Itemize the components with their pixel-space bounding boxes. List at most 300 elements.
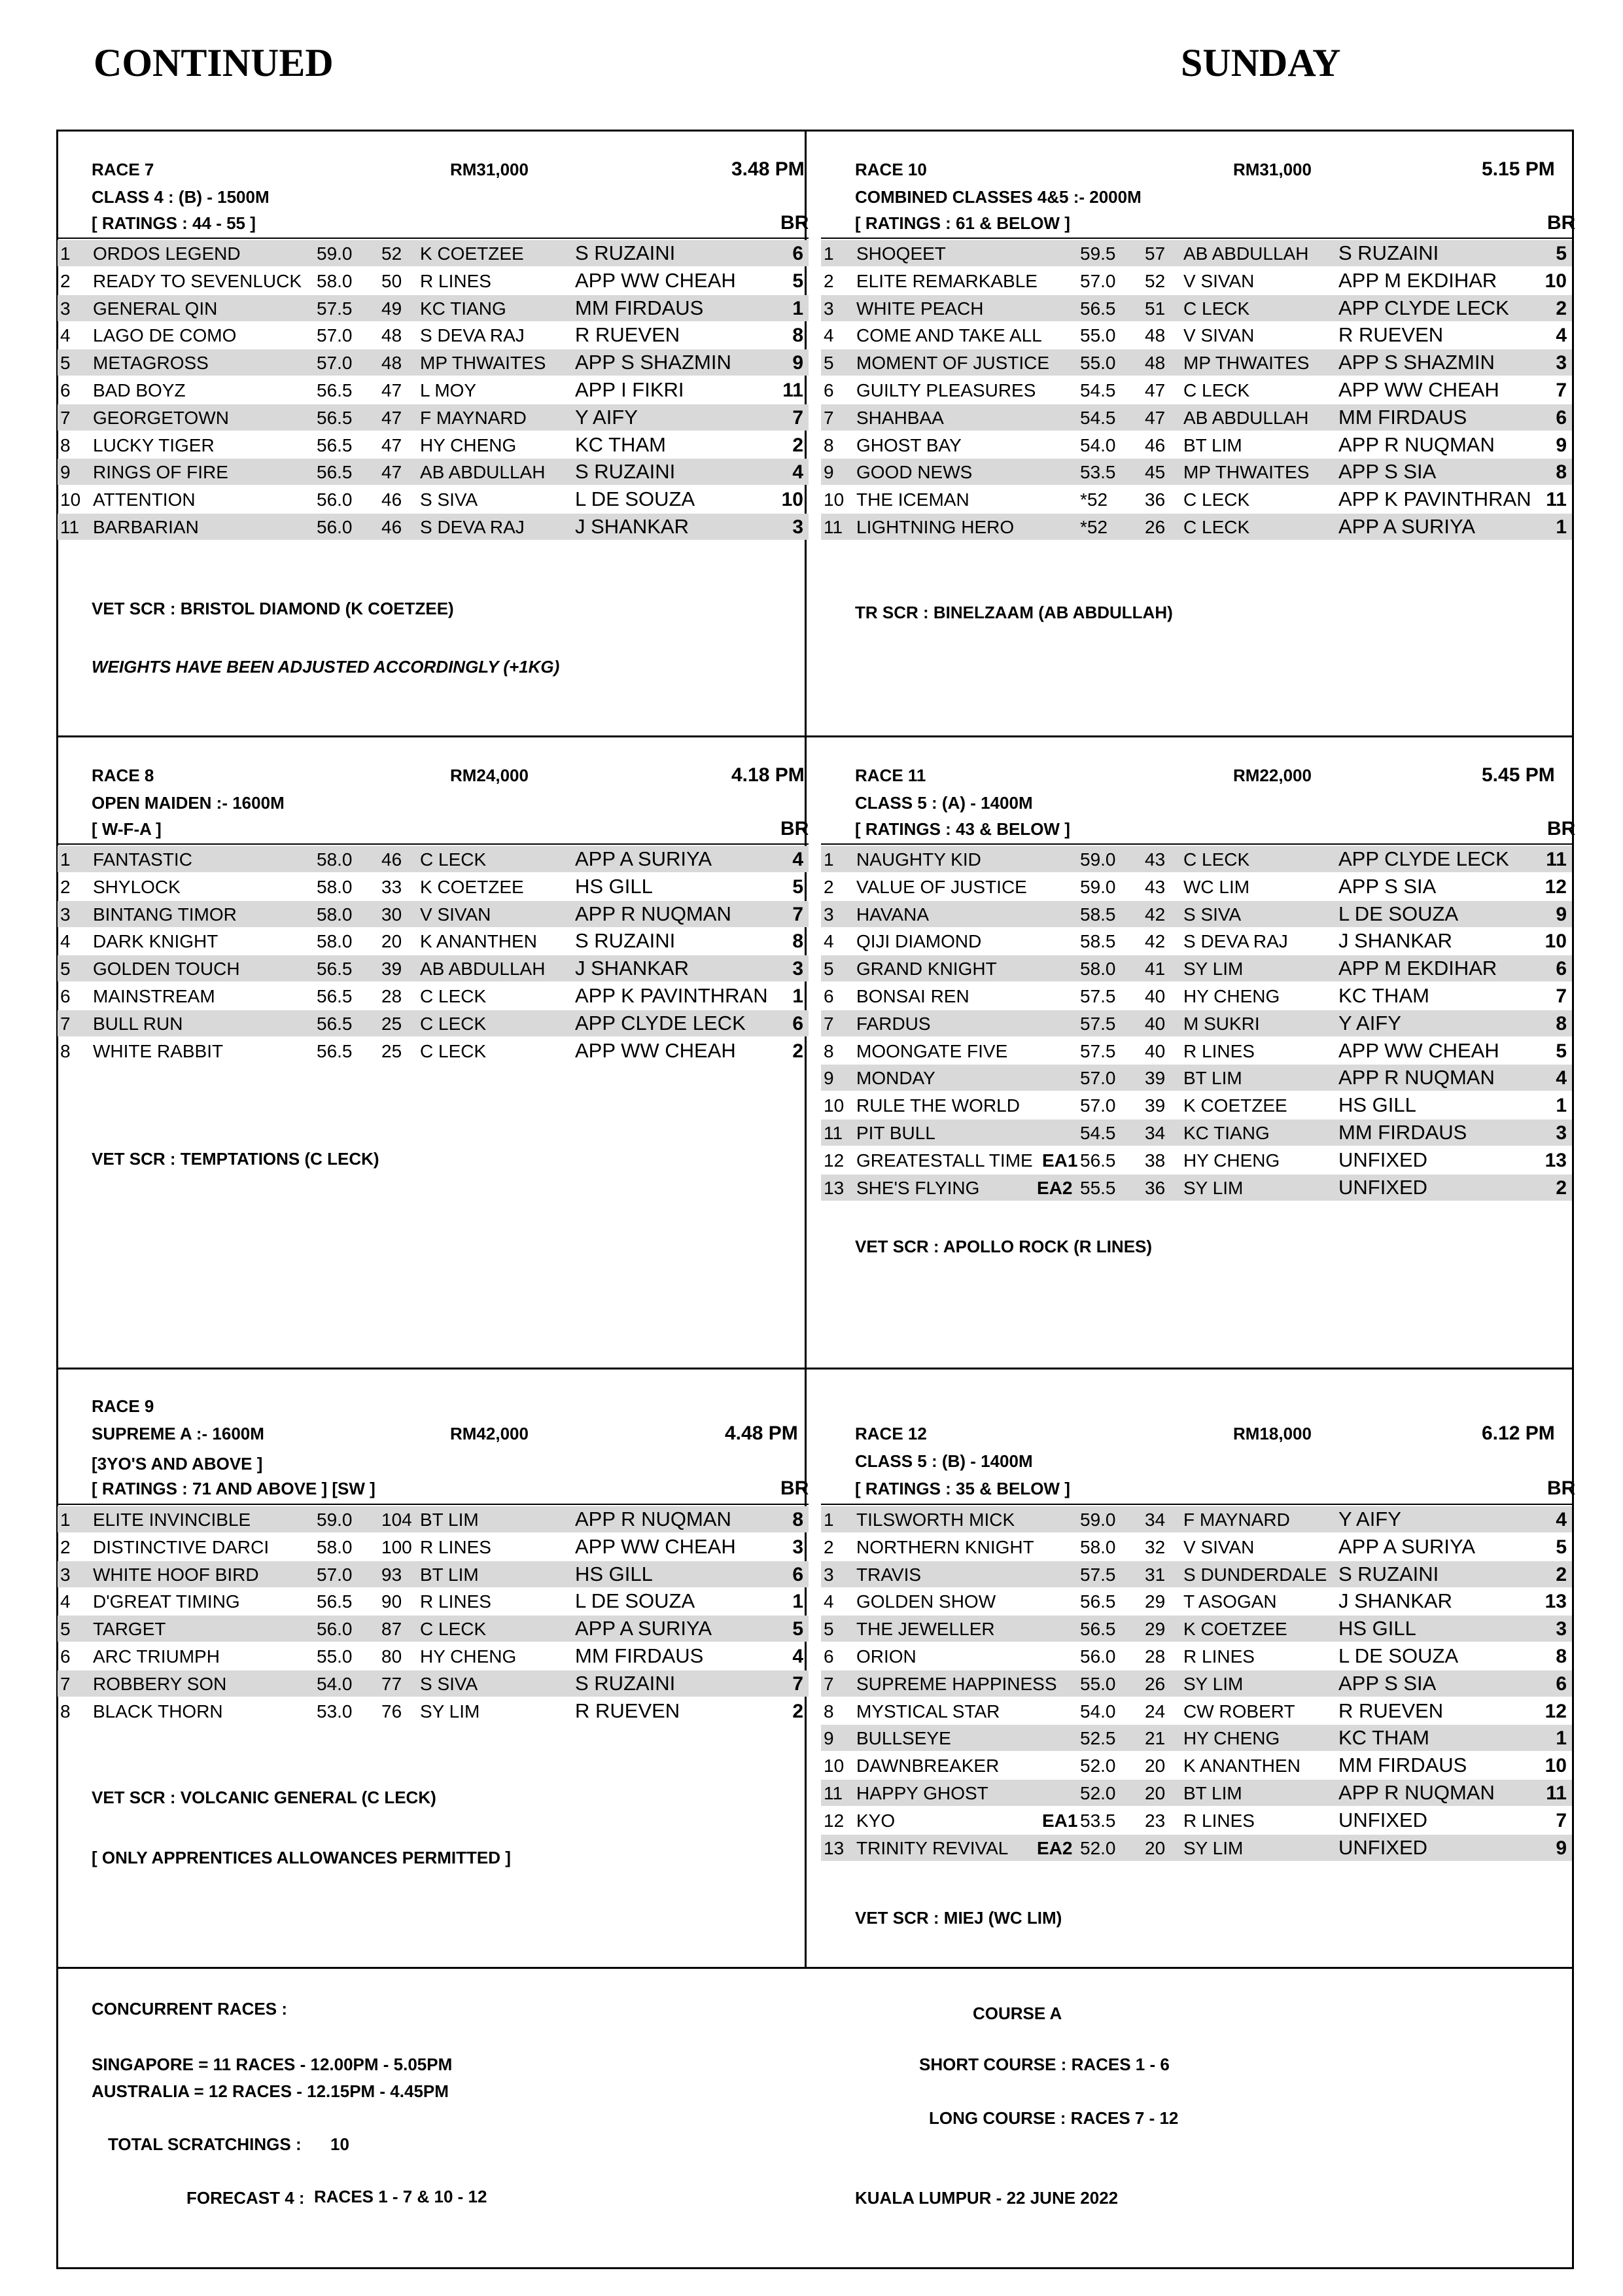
runner-number: 8 [824,1701,834,1722]
total-scratchings-value: 10 [330,2134,349,2154]
runner-weight: 57.5 [317,298,353,319]
horse-name: BARBARIAN [93,517,199,537]
barrier-draw: 4 [1556,1509,1567,1530]
runner-weight: 57.0 [1080,270,1116,291]
runner-rating: 104 [381,1510,412,1530]
barrier-draw: 8 [1556,1012,1567,1034]
jockey-name: APP WW CHEAH [575,268,736,292]
runner-row [821,1065,1572,1091]
runner-row [58,404,809,431]
runner-row [821,268,1572,294]
trainer-name: K COETZEE [420,876,524,897]
trainer-name: V SIVAN [420,904,491,925]
runner-rating: 36 [1145,1177,1166,1198]
runner-weight: 58.0 [317,904,353,925]
trainer-name: WC LIM [1183,876,1250,897]
jockey-name: APP I FIKRI [575,378,684,401]
barrier-draw: 5 [792,875,803,898]
horse-name: HAVANA [856,904,929,925]
jockey-name: APP CLYDE LECK [575,1011,746,1034]
runner-rating: 26 [1145,517,1166,537]
jockey-name: S RUZAINI [575,241,676,264]
runner-rating: 20 [1145,1783,1166,1803]
race-time: 5.15 PM [1482,158,1555,180]
runner-weight: 57.0 [317,353,353,374]
trainer-name: C LECK [420,1040,487,1061]
horse-name: GOOD NEWS [856,462,973,483]
trainer-name: R LINES [420,1536,491,1557]
total-scratchings-label: TOTAL SCRATCHINGS : [108,2134,302,2154]
race-prize: RM24,000 [450,766,529,785]
runner-weight: 59.0 [1080,1510,1116,1530]
trainer-name: R LINES [1183,1646,1255,1667]
jockey-name: S RUZAINI [575,929,676,953]
runner-number: 3 [60,298,71,319]
header-day: SUNDAY [1181,41,1341,84]
barrier-draw: 13 [1544,1149,1567,1171]
trainer-name: HY CHENG [1183,986,1280,1006]
trainer-name: HY CHENG [420,1646,517,1667]
jockey-name: APP M EKDIHAR [1338,268,1497,292]
runner-row [58,1698,809,1724]
runner-rating: 45 [1145,462,1166,483]
jockey-name: HS GILL [1338,1093,1416,1117]
jockey-name: APP WW CHEAH [575,1534,736,1558]
runner-weight: 56.5 [317,1013,353,1034]
runner-row [58,1038,809,1064]
trainer-name: C LECK [1183,849,1250,870]
jockey-name: UNFIXED [1338,1175,1428,1199]
barrier-column-label: BR [780,212,809,234]
runner-rating: 40 [1145,1013,1166,1034]
barrier-column-label: BR [780,818,809,839]
runner-number: 10 [824,1095,845,1116]
jockey-name: APP A SURIYA [1338,515,1476,538]
runner-weight: 53.0 [317,1701,353,1722]
runner-number: 3 [824,298,834,319]
runner-weight: 55.5 [1080,1177,1116,1198]
trainer-name: HY CHENG [1183,1728,1280,1749]
runner-weight: 56.5 [317,380,353,400]
barrier-draw: 6 [1556,1672,1567,1695]
trainer-name: K ANANTHEN [1183,1756,1300,1776]
jockey-name: J SHANKAR [1338,929,1452,953]
barrier-draw: 7 [1556,1809,1567,1831]
horse-name: ORDOS LEGEND [93,243,241,264]
horse-name: WHITE PEACH [856,298,984,319]
horse-name: PIT BULL [856,1123,935,1143]
runner-row [58,1506,809,1532]
runner-row [58,874,809,900]
jockey-name: APP WW CHEAH [1338,378,1499,401]
horse-name: DARK KNIGHT [93,931,218,952]
runner-weight: 58.0 [1080,1536,1116,1557]
horse-name: WHITE RABBIT [93,1040,224,1061]
horse-name: GRAND KNIGHT [856,959,997,980]
runner-row [821,322,1572,348]
runner-row [58,1534,809,1560]
runner-row [58,349,809,376]
barrier-draw: 5 [792,1618,803,1640]
runner-number: 4 [824,1591,834,1612]
runner-weight: 56.5 [317,462,353,483]
scratching-note: VET SCR : MIEJ (WC LIM) [855,1908,1062,1928]
runner-number: 6 [60,986,71,1006]
runner-number: 4 [824,325,834,346]
horse-name: ELITE REMARKABLE [856,270,1038,291]
runner-row [821,1588,1572,1614]
runner-number: 2 [824,876,834,897]
header-continued: CONTINUED [94,41,334,84]
horse-name: MYSTICAL STAR [856,1701,1000,1722]
barrier-draw: 3 [1556,352,1567,374]
scratching-note: VET SCR : TEMPTATIONS (C LECK) [92,1149,379,1169]
barrier-draw: 9 [1556,434,1567,456]
race-title: RACE 11 [855,766,926,785]
barrier-draw: 8 [792,325,803,347]
trainer-name: S DEVA RAJ [420,325,525,346]
runner-row [58,459,809,485]
runner-rating: 34 [1145,1123,1166,1143]
trainer-name: K COETZEE [420,243,524,264]
runner-rating: 23 [1145,1810,1166,1831]
trainer-name: R LINES [1183,1810,1255,1831]
horse-name: ORION [856,1646,916,1667]
runner-rating: 25 [381,1013,402,1034]
runner-rating: 26 [1145,1673,1166,1694]
race-note: [ ONLY APPRENTICES ALLOWANCES PERMITTED ] [92,1848,511,1867]
singapore-races: SINGAPORE = 11 RACES - 12.00PM - 5.05PM [92,2055,453,2074]
runner-row [821,901,1572,927]
race-ratings: [ RATINGS : 44 - 55 ] [92,213,256,233]
runner-weight: 52.0 [1080,1756,1116,1776]
jockey-name: APP CLYDE LECK [1338,847,1509,870]
horse-name: MONDAY [856,1068,935,1089]
runner-number: 4 [60,931,71,952]
horse-name: NORTHERN KNIGHT [856,1536,1034,1557]
trainer-name: V SIVAN [1183,270,1255,291]
runner-row [821,1534,1572,1560]
trainer-name: R LINES [420,1591,491,1612]
runner-weight: *52 [1080,517,1108,537]
runner-weight: 58.5 [1080,904,1116,925]
horse-name: WHITE HOOF BIRD [93,1564,259,1585]
runner-row [821,486,1572,512]
runner-rating: 90 [381,1591,402,1612]
trainer-name: S DEVA RAJ [420,517,525,537]
horse-name: SHOQEET [856,243,946,264]
long-course: LONG COURSE : RACES 7 - 12 [929,2108,1179,2128]
barrier-draw: 1 [792,297,803,319]
runner-rating: 21 [1145,1728,1166,1749]
runner-weight: 53.5 [1080,1810,1116,1831]
jockey-name: APP A SURIYA [575,1617,712,1640]
runner-weight: 55.0 [1080,1673,1116,1694]
jockey-name: R RUEVEN [575,1699,680,1722]
barrier-draw: 2 [792,1700,803,1722]
runner-number: 1 [60,243,71,264]
runner-weight: 54.5 [1080,1123,1116,1143]
runner-row [821,955,1572,981]
runner-rating: 28 [1145,1646,1166,1667]
runner-weight: 59.0 [1080,849,1116,870]
horse-name: TARGET [93,1619,166,1640]
runner-weight: 55.0 [317,1646,353,1667]
runner-weight: 56.5 [1080,1150,1116,1171]
barrier-draw: 4 [792,461,803,484]
barrier-draw: 2 [1556,297,1567,319]
emergency-acceptor-tag: EA2 [1037,1837,1073,1858]
runner-number: 4 [60,325,71,346]
barrier-draw: 1 [1556,1095,1567,1117]
runner-number: 9 [824,462,834,483]
race-title: RACE 10 [855,160,927,179]
runner-number: 11 [824,517,843,537]
horse-name: GEORGETOWN [93,407,229,428]
barrier-draw: 9 [1556,903,1567,925]
runner-number: 12 [824,1810,845,1831]
race-class: COMBINED CLASSES 4&5 :- 2000M [855,187,1142,207]
jockey-name: APP S SIA [1338,1671,1437,1695]
trainer-name: SY LIM [1183,1837,1244,1858]
horse-name: FANTASTIC [93,849,192,870]
jockey-name: APP R NUQMAN [575,1508,731,1530]
jockey-name: MM FIRDAUS [1338,405,1467,429]
runner-number: 10 [824,1756,845,1776]
trainer-name: C LECK [420,1013,487,1034]
runner-rating: 47 [1145,380,1166,400]
runner-number: 11 [60,517,80,537]
barrier-draw: 11 [1546,1782,1567,1804]
barrier-draw: 8 [1556,1646,1567,1667]
trainer-name: MP THWAITES [1183,353,1310,374]
runner-number: 5 [60,1619,71,1640]
horse-name: SHE'S FLYING [856,1177,980,1198]
runner-row [58,268,809,294]
runner-row [58,1670,809,1697]
scratching-note: VET SCR : APOLLO ROCK (R LINES) [855,1237,1153,1256]
race-title: RACE 9 [92,1396,154,1416]
runner-number: 13 [824,1837,845,1858]
horse-name: GUILTY PLEASURES [856,380,1036,400]
runner-weight: 52.0 [1080,1783,1116,1803]
runner-number: 9 [824,1728,834,1749]
runner-rating: 31 [1145,1564,1166,1585]
jockey-name: APP R NUQMAN [1338,1781,1495,1804]
barrier-draw: 11 [1546,489,1567,511]
runner-row [821,1616,1572,1642]
jockey-name: APP A SURIYA [575,847,712,870]
trainer-name: S SIVA [1183,904,1242,925]
jockey-name: J SHANKAR [575,957,689,980]
table-header-rule [58,1504,809,1505]
runner-weight: 57.0 [317,1564,353,1585]
runner-number: 2 [60,270,71,291]
runner-rating: 24 [1145,1701,1166,1722]
jockey-name: KC THAM [575,433,666,456]
runner-weight: 58.0 [317,270,353,291]
row-divider-1 [56,735,1574,737]
runner-row [821,1670,1572,1697]
runner-number: 8 [824,434,834,455]
runner-number: 6 [824,380,834,400]
runner-row [58,901,809,927]
runner-row [58,486,809,512]
trainer-name: MP THWAITES [420,353,546,374]
horse-name: KYO [856,1810,896,1831]
barrier-column-label: BR [1547,1477,1576,1499]
runner-number: 7 [824,407,834,428]
trainer-name: C LECK [420,1619,487,1640]
runner-weight: 57.5 [1080,986,1116,1006]
barrier-draw: 12 [1544,1700,1567,1722]
trainer-name: SY LIM [1183,959,1244,980]
runner-row [821,1147,1572,1173]
jockey-name: APP K PAVINTHRAN [575,984,768,1007]
runner-number: 3 [60,1564,71,1585]
barrier-draw: 3 [1556,1618,1567,1640]
race-prize: RM31,000 [1233,160,1312,179]
horse-name: GOLDEN SHOW [856,1591,996,1612]
jockey-name: Y AIFY [1338,1011,1401,1034]
trainer-name: BT LIM [420,1510,479,1530]
table-header-rule [58,843,809,845]
runner-weight: 54.5 [1080,407,1116,428]
runner-weight: 56.0 [317,489,353,510]
runner-number: 4 [824,931,834,952]
jockey-name: Y AIFY [1338,1508,1401,1530]
runner-rating: 40 [1145,1040,1166,1061]
runner-weight: 54.0 [317,1673,353,1694]
trainer-name: CW ROBERT [1183,1701,1295,1722]
runner-rating: 43 [1145,876,1166,897]
race-class: SUPREME A :- 1600M [92,1424,264,1443]
runner-rating: 25 [381,1040,402,1061]
horse-name: MOONGATE FIVE [856,1040,1008,1061]
jockey-name: L DE SOUZA [1338,902,1459,925]
runner-row [821,1174,1572,1201]
horse-name: GOLDEN TOUCH [93,959,240,980]
runner-rating: 46 [381,517,402,537]
horse-name: TRINITY REVIVAL [856,1837,1009,1858]
barrier-draw: 5 [1556,1536,1567,1558]
horse-name: MAINSTREAM [93,986,215,1006]
race-prize: RM22,000 [1233,766,1312,785]
runner-row [821,514,1572,540]
barrier-draw: 6 [1556,406,1567,429]
horse-name: COME AND TAKE ALL [856,325,1042,346]
runner-number: 4 [60,1591,71,1612]
trainer-name: C LECK [420,986,487,1006]
runner-number: 6 [824,986,834,1006]
runner-number: 6 [824,1646,834,1667]
trainer-name: C LECK [1183,380,1250,400]
horse-name: ATTENTION [93,489,196,510]
scratching-note: VET SCR : BRISTOL DIAMOND (K COETZEE) [92,599,454,618]
runner-row [58,1616,809,1642]
barrier-draw: 2 [1556,1563,1567,1585]
race-title: RACE 7 [92,160,154,179]
runner-weight: 56.0 [1080,1646,1116,1667]
runner-weight: 59.0 [317,1510,353,1530]
runner-rating: 87 [381,1619,402,1640]
horse-name: ROBBERY SON [93,1673,227,1694]
barrier-draw: 12 [1544,875,1567,898]
barrier-draw: 2 [792,434,803,456]
horse-name: QIJI DIAMOND [856,931,982,952]
runner-rating: 47 [381,462,402,483]
trainer-name: BT LIM [420,1564,479,1585]
trainer-name: S SIVA [420,489,478,510]
runner-number: 7 [60,1673,71,1694]
jockey-name: J SHANKAR [1338,1589,1452,1613]
runner-rating: 30 [381,904,402,925]
scratching-note: TR SCR : BINELZAAM (AB ABDULLAH) [855,603,1173,622]
race-ratings: [ RATINGS : 61 & BELOW ] [855,213,1070,233]
runner-number: 9 [824,1068,834,1089]
barrier-draw: 7 [792,406,803,429]
runner-rating: 52 [1145,270,1166,291]
jockey-name: Y AIFY [575,405,638,429]
barrier-draw: 2 [1556,1176,1567,1199]
runner-number: 11 [824,1123,843,1143]
runner-row [58,983,809,1009]
runner-row [821,240,1572,266]
horse-name: FARDUS [856,1013,931,1034]
runner-rating: 93 [381,1564,402,1585]
horse-name: NAUGHTY KID [856,849,981,870]
runner-number: 5 [824,959,834,980]
runner-weight: 56.0 [317,517,353,537]
runner-rating: 20 [1145,1837,1166,1858]
barrier-draw: 10 [1544,930,1567,953]
runner-row [821,1010,1572,1036]
runner-rating: 28 [381,986,402,1006]
jockey-name: UNFIXED [1338,1808,1428,1831]
barrier-draw: 4 [792,1646,803,1667]
race-ratings: [ RATINGS : 71 AND ABOVE ] [SW ] [92,1479,375,1498]
barrier-draw: 7 [792,903,803,925]
horse-name: GHOST BAY [856,434,962,455]
barrier-draw: 2 [792,1040,803,1062]
runner-number: 7 [824,1673,834,1694]
runner-number: 8 [60,1040,71,1061]
horse-name: LUCKY TIGER [93,434,215,455]
barrier-draw: 1 [1556,516,1567,538]
barrier-column-label: BR [1547,818,1576,839]
scratching-note: VET SCR : VOLCANIC GENERAL (C LECK) [92,1788,436,1807]
trainer-name: K ANANTHEN [420,931,537,952]
runner-row [58,1588,809,1614]
trainer-name: R LINES [420,270,491,291]
runner-row [821,349,1572,376]
trainer-name: C LECK [1183,298,1250,319]
runner-number: 2 [824,1536,834,1557]
horse-name: BINTANG TIMOR [93,904,237,925]
runner-rating: 47 [381,407,402,428]
race-time: 6.12 PM [1482,1422,1555,1444]
barrier-draw: 11 [782,380,803,401]
runner-row [821,874,1572,900]
trainer-name: BT LIM [1183,1783,1242,1803]
runner-rating: 47 [381,380,402,400]
barrier-draw: 3 [1556,1122,1567,1144]
horse-name: BULL RUN [93,1013,183,1034]
horse-name: ELITE INVINCIBLE [93,1510,251,1530]
race-class: CLASS 5 : (B) - 1400M [855,1451,1033,1471]
runner-row [58,295,809,321]
runner-rating: 36 [1145,489,1166,510]
